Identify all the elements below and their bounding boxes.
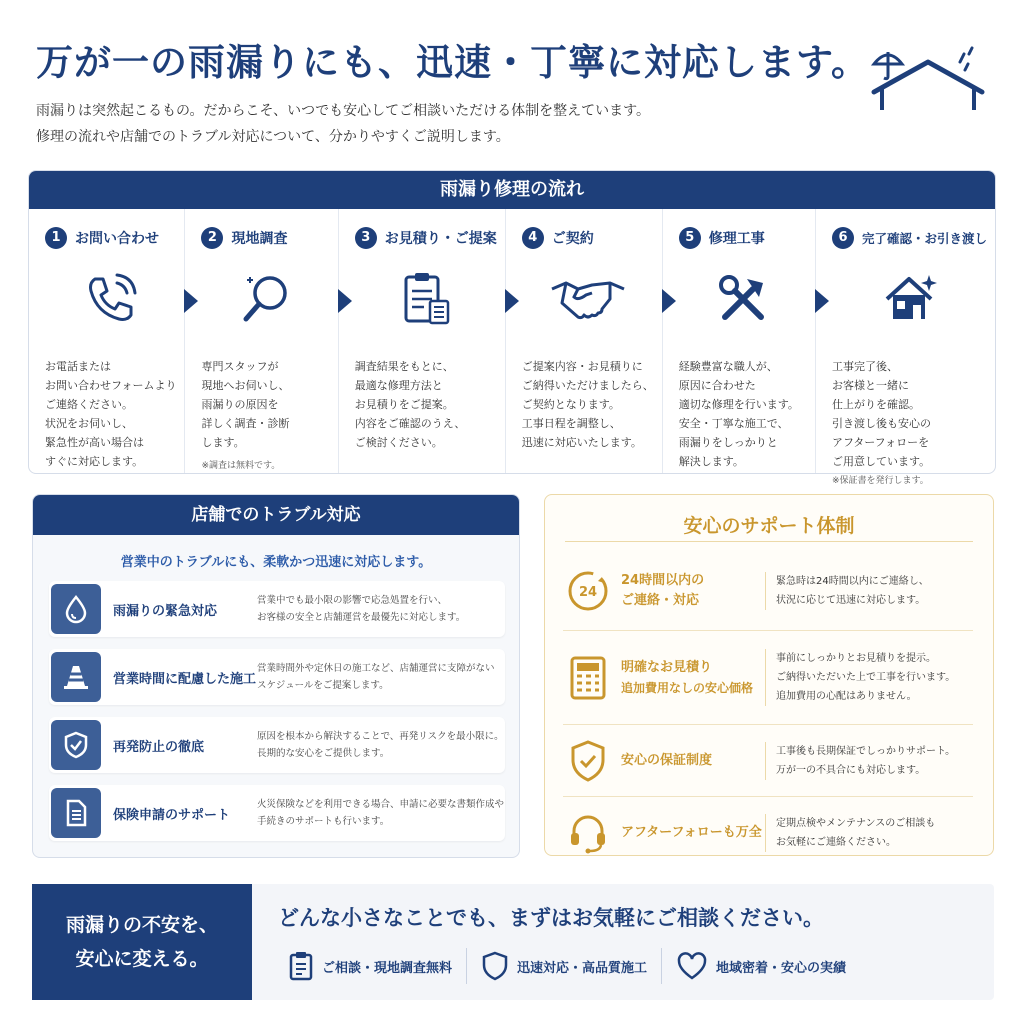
support-item-24h: [563, 551, 973, 631]
feature-label: 迅速対応・高品質施工: [517, 960, 648, 976]
step-number: 2: [201, 227, 223, 249]
support-item-text: 事前にしっかりとお見積りを提示。: [776, 653, 936, 664]
support-item-text: お気軽にご連絡ください。: [776, 837, 896, 848]
support-item-text: 万が一の不具合にも対応します。: [776, 764, 926, 776]
store-item-insurance: [49, 785, 505, 841]
step-number: 5: [679, 227, 701, 249]
support-item-text: 状況に応じて迅速に対応します。: [776, 594, 926, 606]
step-number: 3: [355, 227, 377, 249]
step-text: 現地へお伺いし、: [201, 379, 290, 392]
feature-free-consultation: [274, 948, 467, 984]
step-label: ご契約: [551, 231, 594, 247]
repair-flow-title: 雨漏り修理の流れ: [29, 171, 995, 209]
step-text: 内容をご確認のうえ、: [354, 417, 466, 430]
store-item-title: 保険申請のサポート: [113, 807, 231, 823]
flow-step-handover: [816, 209, 995, 486]
intro-line-2: 修理の流れや店舗でのトラブル対応について、分かりやすくご説明します。: [36, 129, 510, 145]
step-text: ご納得いただけましたら、: [521, 379, 654, 392]
step-text: 最適な修理方法と: [354, 379, 443, 392]
step-note: ※調査は無料です。: [201, 461, 281, 471]
support-item-text: 緊急時は24時間以内にご連絡し、: [776, 575, 929, 587]
house-sparkle-icon: [879, 269, 939, 329]
step-text: すぐに対応します。: [45, 455, 144, 468]
clipboard-icon: [288, 951, 314, 981]
step-text: ご連絡ください。: [45, 398, 133, 411]
document-icon: [61, 798, 91, 828]
flow-arrow-icon: [184, 289, 198, 313]
step-text: アフターフォローを: [831, 436, 930, 449]
support-section: [544, 494, 994, 856]
step-text: 雨漏りの原因を: [201, 398, 279, 411]
flow-arrow-icon: [338, 289, 352, 313]
step-label: 現地調査: [231, 231, 288, 247]
flow-step-estimate: [339, 209, 506, 473]
repair-flow-section: [28, 170, 996, 486]
step-text: お客様と一緒に: [831, 379, 909, 392]
calculator-icon: [568, 656, 608, 700]
store-item-text: お客様の安全と店舗運営を最優先に対応します。: [257, 612, 466, 623]
feature-label: ご相談・現地調査無料: [322, 960, 453, 976]
support-title: 安心のサポート体制: [683, 515, 855, 537]
store-item-title: 雨漏りの緊急対応: [113, 603, 218, 619]
shield-icon: [481, 951, 509, 981]
step-text: 解決します。: [678, 455, 744, 468]
flow-arrow-icon: [505, 289, 519, 313]
support-item-title: 明確なお見積り: [621, 659, 713, 675]
step-text: 詳しく調査・診断: [201, 417, 290, 430]
store-item-text: 火災保険などを利用できる場合、申請に必要な書類作成や: [257, 799, 505, 810]
footer-tagline: [32, 884, 252, 1000]
store-item-text: 原因を根本から解決することで、再発リスクを最小限に。: [257, 731, 504, 742]
step-text: ご契約となります。: [521, 398, 620, 411]
step-text: お見積りをご提案。: [354, 398, 454, 411]
support-item-title: アフターフォローも万全: [621, 825, 762, 840]
step-label: お問い合わせ: [75, 231, 159, 247]
store-item-prevention: [49, 717, 505, 773]
step-text: します。: [201, 436, 245, 449]
footer-banner: [32, 884, 994, 1000]
step-text: 引き渡し後も安心の: [831, 417, 931, 430]
shield-check-icon: [61, 730, 91, 760]
step-text: 経験豊富な職人が、: [678, 360, 778, 373]
step-text: 適切な修理を行います。: [678, 398, 799, 411]
step-text: 安全・丁寧な施工で、: [678, 417, 789, 430]
support-item-text: 定期点検やメンテナンスのご相談も: [776, 818, 936, 829]
feature-quick-quality: [467, 948, 662, 984]
magnifier-icon: [236, 269, 296, 329]
step-text: 工事日程を調整し、: [521, 417, 621, 430]
tools-icon: [713, 269, 773, 329]
step-label: 修理工事: [708, 231, 765, 247]
page-title: 万が一の雨漏りにも、迅速・丁寧に対応します。: [36, 40, 870, 84]
flow-step-repair: [663, 209, 816, 473]
flow-step-survey: [185, 209, 338, 473]
support-item-title: 24時間以内の: [621, 572, 705, 588]
store-trouble-title: 店舗でのトラブル対応: [33, 495, 519, 535]
step-text: 原因に合わせた: [678, 379, 756, 392]
svg-text:24: 24: [578, 584, 598, 600]
store-item-title: 再発防止の徹底: [113, 739, 205, 755]
step-text: ご用意しています。: [831, 455, 931, 468]
shield-check-icon: [568, 739, 608, 783]
step-text: 状況をお伺いし、: [45, 417, 133, 430]
store-item-text: 手続きのサポートも行います。: [257, 816, 390, 827]
headset-icon: [566, 811, 610, 855]
support-item-text: 工事後も長期保証でしっかりサポート。: [776, 745, 956, 757]
store-item-text: スケジュールをご提案します。: [257, 680, 389, 691]
store-trouble-subtitle: 営業中のトラブルにも、柔軟かつ迅速に対応します。: [120, 555, 432, 570]
store-item-title: 営業時間に配慮した施工: [113, 671, 257, 687]
step-note: ※保証書を発行します。: [831, 476, 929, 486]
feature-local-trust: [662, 948, 860, 984]
footer-headline: どんな小さなことでも、まずはお気軽にご相談ください。: [278, 905, 824, 930]
store-item-schedule: [49, 649, 505, 705]
store-item-emergency: [49, 581, 505, 637]
step-number: 4: [522, 227, 544, 249]
store-item-text: 営業時間外や定休日の施工など、店舗運営に支障がない: [257, 663, 495, 674]
step-number: 6: [832, 227, 854, 249]
intro-line-1: 雨漏りは突然起こるもの。だからこそ、いつでも安心してご相談いただける体制を整えています。: [36, 103, 651, 119]
store-item-text: 長期的な安心をご提供します。: [257, 748, 390, 759]
tagline-line-2: 安心に変える。: [75, 948, 209, 970]
flow-arrow-icon: [815, 289, 829, 313]
support-item-text: ご納得いただいた上で工事を行います。: [776, 672, 956, 683]
step-text: お電話または: [45, 360, 111, 373]
house-umbrella-icon: [868, 40, 988, 120]
support-item-warranty: [563, 725, 973, 797]
step-text: 専門スタッフが: [201, 360, 279, 373]
support-item-title: 追加費用なしの安心価格: [621, 680, 754, 695]
flow-step-contract: [506, 209, 663, 473]
step-label: お見積り・ご提案: [384, 231, 497, 247]
step-text: 仕上がりを確認。: [831, 398, 920, 411]
tagline-line-1: 雨漏りの不安を、: [65, 914, 218, 936]
step-text: ご検討ください。: [354, 436, 443, 449]
support-item-aftercare: [563, 797, 973, 869]
clock-24-icon: [566, 569, 610, 613]
divider: [565, 541, 973, 542]
step-text: ご提案内容・お見積りに: [521, 360, 643, 373]
support-item-title: ご連絡・対応: [621, 592, 700, 608]
store-item-text: 営業中でも最小限の影響で応急処置を行い、: [257, 595, 448, 606]
support-item-text: 追加費用の心配はありません。: [776, 691, 917, 702]
support-item-title: 安心の保証制度: [621, 752, 713, 768]
step-number: 1: [45, 227, 67, 249]
estimate-icon: [396, 269, 456, 329]
step-text: 雨漏りをしっかりと: [678, 436, 778, 449]
intro-text: [36, 98, 650, 150]
store-trouble-section: [32, 494, 520, 858]
heart-icon: [676, 951, 708, 981]
step-text: お問い合わせフォームより: [45, 379, 177, 392]
step-text: 迅速に対応いたします。: [521, 436, 642, 449]
step-text: 調査結果をもとに、: [354, 360, 454, 373]
step-text: 緊急性が高い場合は: [45, 436, 144, 449]
traffic-cone-icon: [61, 662, 91, 692]
water-drop-icon: [61, 594, 91, 624]
flow-step-inquiry: [29, 209, 185, 473]
step-text: 工事完了後、: [831, 360, 898, 373]
handshake-icon: [548, 269, 628, 329]
support-item-estimate: [563, 631, 973, 725]
phone-icon: [81, 269, 141, 329]
feature-label: 地域密着・安心の実績: [716, 960, 847, 976]
flow-arrow-icon: [662, 289, 676, 313]
step-label: 完了確認・お引き渡し: [861, 231, 987, 246]
